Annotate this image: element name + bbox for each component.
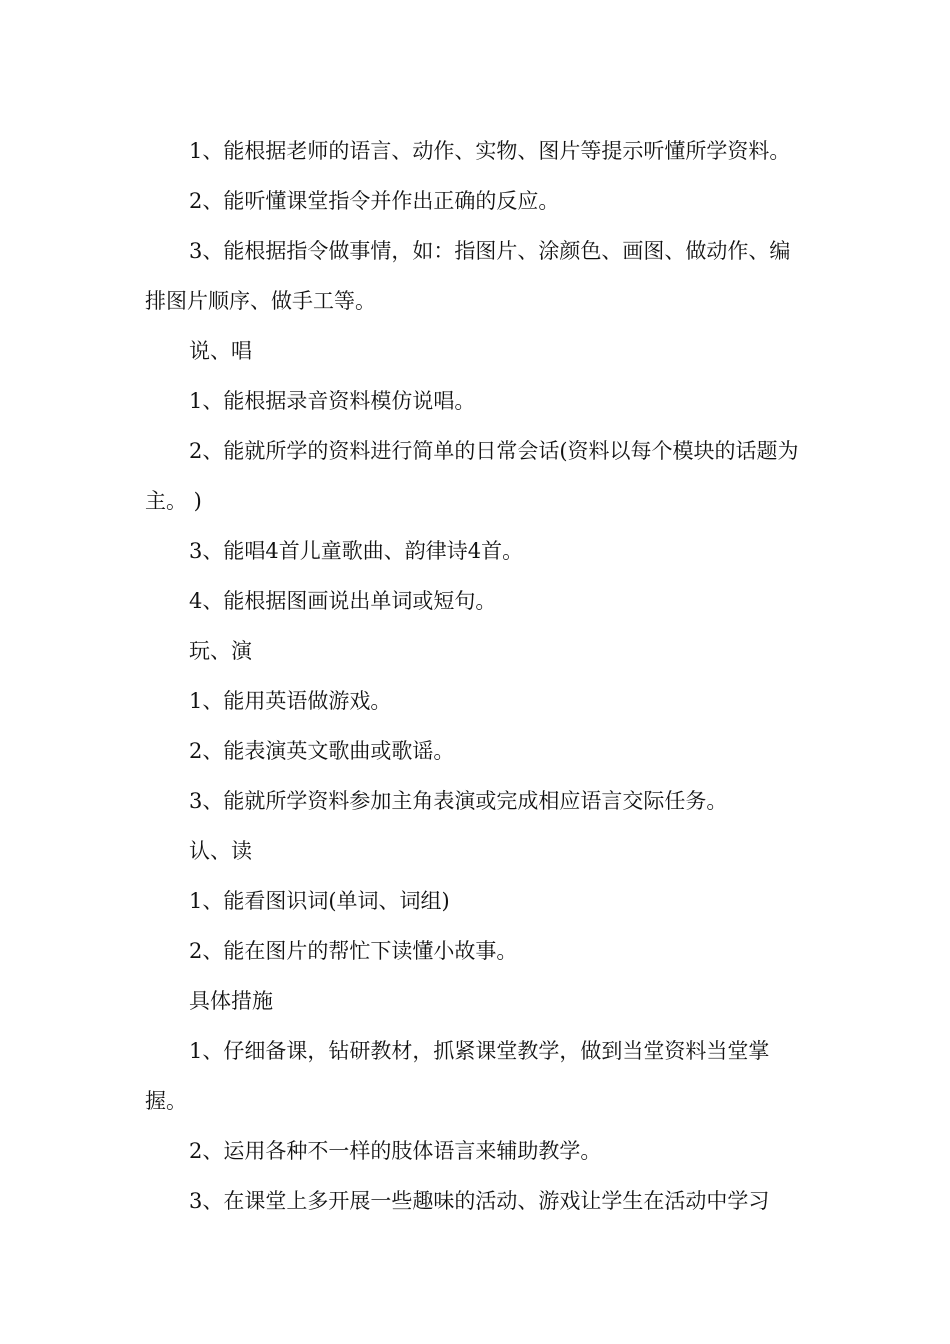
paragraph-listen-3: 3、能根据指令做事情，如：指图片、涂颜色、画图、做动作、编排图片顺序、做手工等。 — [145, 239, 791, 313]
paragraph-play-1: 1、能用英语做游戏。 — [189, 689, 392, 713]
paragraph-measure-2: 2、运用各种不一样的肢体语言来辅助教学。 — [189, 1139, 602, 1163]
paragraph-speak-1: 1、能根据录音资料模仿说唱。 — [189, 389, 476, 413]
document-body — [145, 126, 810, 1226]
section-heading-recognize-read: 认、读 — [189, 839, 252, 863]
section-heading-measures: 具体措施 — [189, 989, 273, 1013]
section-heading-play-act: 玩、演 — [189, 639, 252, 663]
paragraph-play-2: 2、能表演英文歌曲或歌谣。 — [189, 739, 455, 763]
paragraph-read-1: 1、能看图识词(单词、词组) — [189, 889, 450, 913]
paragraph-speak-4: 4、能根据图画说出单词或短句。 — [189, 589, 497, 613]
paragraph-read-2: 2、能在图片的帮忙下读懂小故事。 — [189, 939, 518, 963]
paragraph-measure-1: 1、仔细备课，钻研教材，抓紧课堂教学，做到当堂资料当堂掌握。 — [145, 1039, 770, 1113]
section-heading-speak-sing: 说、唱 — [189, 339, 252, 363]
paragraph-listen-2: 2、能听懂课堂指令并作出正确的反应。 — [189, 189, 560, 213]
paragraph-speak-2: 2、能就所学的资料进行简单的日常会话(资料以每个模块的话题为主。 ) — [145, 439, 799, 513]
paragraph-listen-1: 1、能根据老师的语言、动作、实物、图片等提示听懂所学资料。 — [189, 139, 791, 163]
paragraph-measure-3: 3、在课堂上多开展一些趣味的活动、游戏让学生在活动中学习 — [189, 1189, 770, 1213]
paragraph-speak-3: 3、能唱4首儿童歌曲、韵律诗4首。 — [189, 539, 524, 563]
paragraph-play-3: 3、能就所学资料参加主角表演或完成相应语言交际任务。 — [189, 789, 728, 813]
